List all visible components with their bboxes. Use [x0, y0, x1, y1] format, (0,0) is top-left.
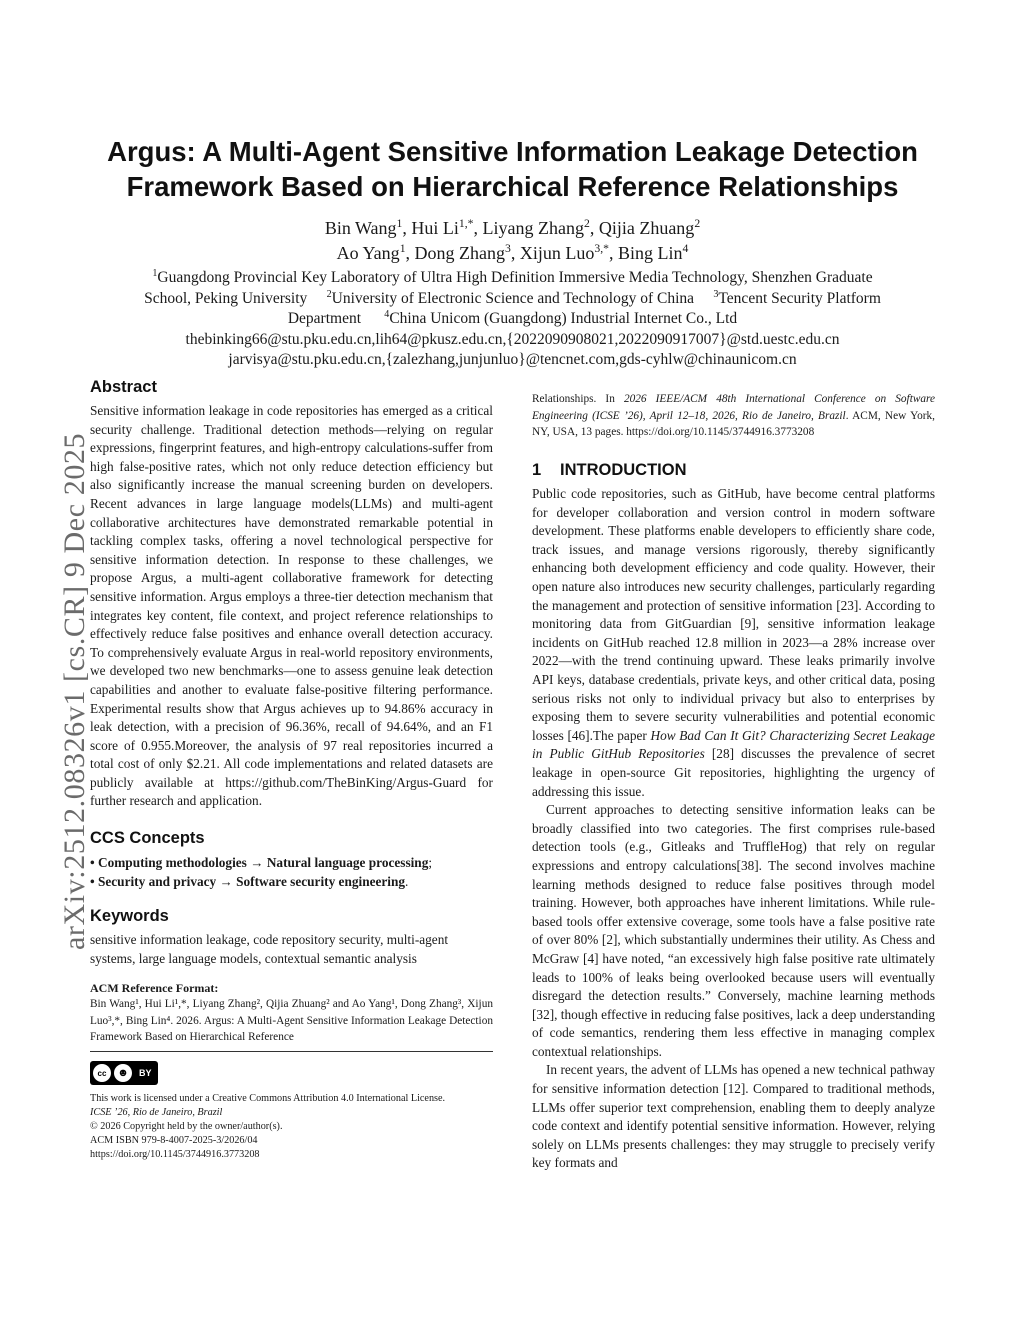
arrow-icon: →	[219, 874, 233, 890]
affiliation: School, Peking University	[144, 289, 308, 307]
author-name: Hui Li	[411, 218, 459, 238]
bullet: •	[90, 874, 95, 890]
intro-paragraph-1	[532, 485, 935, 801]
ccs-heading: CCS Concepts	[90, 829, 205, 848]
affiliation-list	[90, 268, 935, 371]
ccs-concept: Security and privacy	[97, 874, 217, 890]
affil-marker: 2	[583, 217, 590, 230]
arxiv-identifier[interactable]: arXiv:2512.08326v1 [cs.CR] 9 Dec 2025	[58, 432, 91, 950]
affil-marker: 3,*	[594, 242, 609, 255]
affil-marker: 1	[399, 242, 406, 255]
author-name: Xijun Luo	[519, 243, 595, 263]
intro-paragraph-2: Current approaches to detecting sensitive information leaks can be broadly classified into two categories. The first comprises rule-based detection tools (e.g., Gitleaks and TruffleHog) that rely on regular expressions and entropy calculations[38]. The second involves machine learning methods designed to reduce false positives through model training. However, both approaches have inherent limitations. While rule-based tools offer extensive coverage, some tools have a false positive rate of over 80% [2], which substantially undermines their utility. As Chess and McGraw [4] have noted, “an excessively high false positive rate ultimately leads to 100% of leaks being overlooked because users will eventually disregard the detection results.” Conversely, machine learning methods [32], though effective in reducing false positives, lack a deep understanding of code semantics, rendering them less effective in managing complex contextual relationships.	[532, 802, 935, 1059]
affil-marker: 1	[396, 217, 403, 230]
punctuation: ;	[428, 855, 433, 871]
author-name: Ao Yang	[336, 243, 400, 263]
license-block	[90, 1092, 493, 1162]
paragraph-text: [28] discusses the prevalence of secret leakage in open-source Git repositories, highlighting the urgency of addressing this issue.	[532, 746, 935, 799]
punctuation: .	[405, 874, 409, 890]
author-emails[interactable]: jarvisya@stu.pku.edu.cn,{zalezhang,junjunluo}@tencnet.com,gds-cyhlw@chinaunicom.cn	[228, 351, 797, 368]
intro-paragraph-3: In recent years, the advent of LLMs has opened a new technical pathway for sensitive information detection [12]. Compared to traditional methods, LLMs offer superior text comprehension, enabling them to deeply analyze code context and identify potential sensitive information. However, relying solely on LLMs presents challenges: they may struggle to precisely verify key formats and	[532, 1062, 935, 1171]
affiliation: Guangdong Provincial Key Laboratory of Ultra High Definition Immersive Media Technology, Shenzhen Graduate	[157, 269, 873, 286]
affiliation: China Unicom (Guangdong) Industrial Internet Co., Ltd	[389, 310, 738, 327]
author-list: Bin Wang$^1$, Hui $Li^{1,*}$, Liyang Zhang$^2$, Qijia Zhuang$^2$ Ao Yang$^1$, Dong Zhang$^3$, Xijun Luo$^{3,*}$, Bing Lin$^4$	[324, 217, 701, 263]
doi-link[interactable]: https://doi.org/10.1145/3744916.3773208	[90, 1149, 260, 1161]
acm-reference-text: Bin Wang¹, Hui Li¹,*, Liyang Zhang², Qijia Zhuang² and Ao Yang¹, Dong Zhang³, Xijun Luo³,*, Bing Lin⁴. 2026. Argus: A Multi-Agent Sensitive Information Leakage Detection Framework Based on Hierarchical Reference	[90, 998, 493, 1044]
section-number: 1	[532, 461, 542, 480]
cc-by-badge	[90, 1061, 158, 1085]
affil-marker: 4	[384, 308, 390, 320]
cited-paper-title: How Bad Can It Git? Characterizing Secret Leakage in Public GitHub Repositories	[532, 727, 935, 762]
affil-marker: 3	[713, 288, 719, 300]
arxiv-side-stamp	[18, 375, 91, 950]
affil-marker: 1,*	[458, 217, 474, 230]
ccs-concept: Software security engineering	[236, 874, 406, 890]
paragraph-text: Public code repositories, such as GitHub, have become central platforms for developer collaboration and version control in modern software development. These platforms enable developers to efficiently share code, track issues, and manage versions rigorously, thereby significantly enhancing both development efficiency and code quality. However, their open nature also introduces new security challenges, particularly regarding the management and protection of sensitive information [23]. According to monitoring data from GitGuardian [9], sensitive information leakage incidents on GitHub reached 12.8 million in 2023—a 28% increase over 2022—with the trend continuing upward. These leaks primarily involve API keys, database credentials, private keys, and other critical data, posing serious risks not only to individual privacy but also to enterprises by exposing them to severe security vulnerabilities and potential economic losses [46].The paper	[532, 486, 935, 743]
ref-text: . ACM, New York, NY, USA, 13 pages. https://doi.org/10.1145/3744916.3773208	[532, 409, 936, 439]
copyright-line: © 2026 Copyright held by the owner/author(s).	[90, 1121, 283, 1133]
ccs-concept: Natural language processing	[266, 855, 429, 871]
title-line-2: Framework Based on Hierarchical Reference Relationships	[126, 171, 899, 202]
affil-marker: 3	[505, 242, 511, 255]
ccs-list	[90, 853, 493, 891]
affiliation: Tencent Security Platform	[718, 289, 881, 307]
left-column	[90, 376, 493, 1162]
license-badge[interactable]	[90, 1060, 493, 1086]
bullet: •	[90, 855, 95, 871]
ref-venue: 2026 IEEE/ACM 48th International Conference on Software Engineering (ICSE ’26), April 12–18, 2026, Rio de Janeiro, Brazil	[532, 393, 936, 422]
author-name: Liyang Zhang	[482, 218, 584, 238]
keywords-heading: Keywords	[90, 907, 169, 926]
affil-marker: 2	[326, 288, 332, 300]
title-line-1: Argus: A Multi-Agent Sensitive Information Leakage Detection	[107, 136, 918, 167]
ccs-item	[90, 872, 493, 891]
author-name: Bing Lin	[617, 243, 683, 263]
acm-reference-continued	[532, 391, 935, 441]
right-column	[532, 380, 935, 1173]
author-name: Bin Wang	[324, 218, 397, 238]
section-heading-introduction	[532, 459, 935, 481]
affil-marker: 2	[694, 217, 701, 230]
ccs-item	[90, 853, 493, 872]
affiliation: Department	[287, 310, 362, 327]
acm-reference-heading: ACM Reference Format:	[90, 981, 219, 996]
footnote-rule	[90, 1051, 493, 1052]
abstract-text: Sensitive information leakage in code repositories has emerged as a critical security challenge. Traditional detection methods—relying on regular expressions, fingerprint features, and high-entropy calculations-suffer from high false-positive rates, which not only reduce detection efficiency but also significantly increase the manual screening burden on developers. Recent advances in large language models(LLMs) and multi-agent collaborative architectures have demonstrated remarkable potential in tackling complex tasks, offering a novel technological perspective for sensitive information detection. In response to these challenges, we propose Argus, a multi-agent collaborative framework for detecting sensitive information. Argus employs a three-tier detection mechanism that integrates key content, file context, and project reference relationships to effectively reduce false positives and enhance overall detection accuracy. To comprehensively evaluate Argus in real-world repository environments, we developed two new benchmarks—one to assess genuine leak detection capabilities and another to evaluate false-positive filtering performance. Experimental results show that Argus achieves up to 94.86% accuracy in leak detection, with a precision of 96.36%, recall of 94.64%, and an F1 score of 0.955.Moreover, the analysis of 97 real repositories incurred a total cost of only $2.21. All code implementations and related datasets are publicly available at https://github.com/TheBinKing/Argus-Guard for further research and application.	[90, 403, 493, 809]
paper-header	[90, 134, 935, 371]
by-label: BY	[139, 1068, 152, 1079]
person-icon: ☻	[114, 1064, 132, 1082]
venue-line: ICSE ’26, Rio de Janeiro, Brazil	[90, 1107, 223, 1119]
keywords-text: sensitive information leakage, code repository security, multi-agent systems, large language models, contextual semantic analysis	[90, 932, 449, 966]
affil-marker: 1	[152, 267, 158, 279]
license-line: This work is licensed under a Creative Commons Attribution 4.0 International License.	[90, 1093, 446, 1105]
paper-title	[90, 134, 935, 204]
author-name: Qijia Zhuang	[598, 218, 695, 238]
affil-marker: 4	[682, 242, 689, 255]
author-emails[interactable]: thebinking66@stu.pku.edu.cn,lih64@pkusz.edu.cn,{2022090908021,2022090917007}@std.uestc.edu.cn	[185, 330, 840, 348]
ccs-concept: Computing methodologies	[97, 855, 247, 871]
cc-icon: cc	[93, 1064, 111, 1082]
abstract-heading: Abstract	[90, 378, 157, 396]
isbn-line: ACM ISBN 979-8-4007-2025-3/2026/04	[90, 1135, 258, 1147]
arrow-icon: →	[250, 855, 264, 871]
ref-text: Relationships. In	[532, 393, 624, 406]
affiliation: University of Electronic Science and Technology of China	[331, 289, 695, 307]
author-name: Dong Zhang	[414, 243, 506, 263]
section-title: INTRODUCTION	[560, 461, 687, 480]
